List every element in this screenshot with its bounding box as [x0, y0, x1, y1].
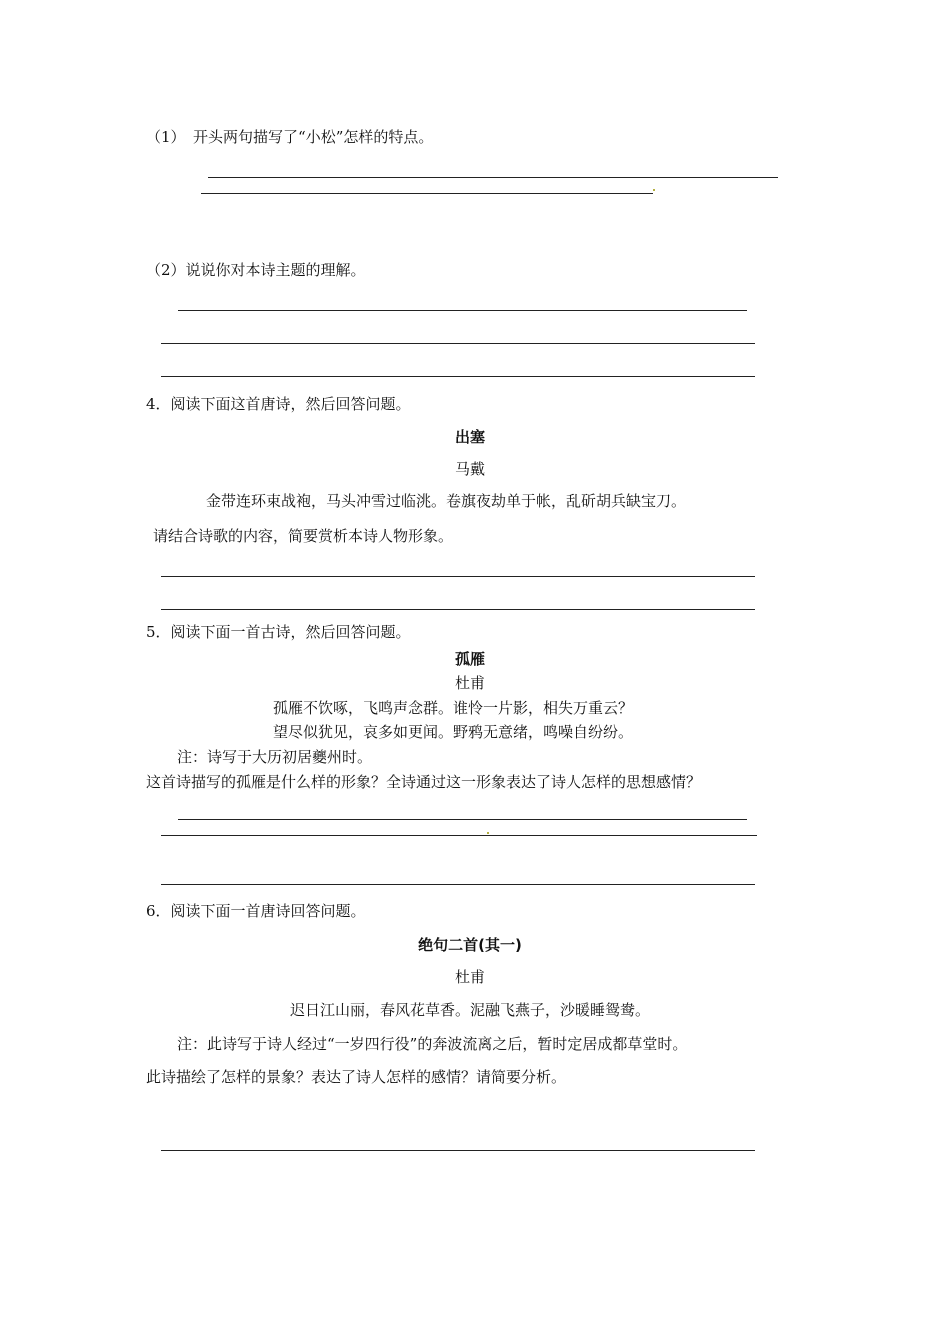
- answer-line: [161, 343, 755, 344]
- answer-line: [161, 884, 755, 885]
- q6-poem-title: 绝句二首(其一): [418, 936, 522, 954]
- answer-line: [161, 835, 757, 836]
- q4-poem-text: 金带连环束战袍，马头冲雪过临洮。卷旗夜劫单于帐，乱斫胡兵缺宝刀。: [206, 492, 687, 510]
- q4-prompt: 4．阅读下面这首唐诗，然后回答问题。: [146, 395, 411, 413]
- q6-prompt: 6．阅读下面一首唐诗回答问题。: [146, 902, 366, 920]
- q5-prompt: 5．阅读下面一首古诗，然后回答问题。: [146, 623, 411, 641]
- q5-question: 这首诗描写的孤雁是什么样的形象？全诗通过这一形象表达了诗人怎样的思想感情？: [146, 773, 702, 791]
- q3-sub1-prompt: （1） 开头两句描写了“小松”怎样的特点。: [146, 128, 434, 146]
- q6-question: 此诗描绘了怎样的景象？表达了诗人怎样的感情？请简要分析。: [146, 1068, 567, 1086]
- answer-line: [208, 177, 778, 178]
- answer-line: [161, 376, 755, 377]
- q5-note: 注：诗写于大历初居夔州时。: [177, 748, 373, 766]
- answer-line: [201, 193, 653, 194]
- stray-mark: [487, 832, 489, 834]
- q6-poem-author: 杜甫: [454, 968, 485, 986]
- answer-line: [178, 310, 747, 311]
- q6-note: 注：此诗写于诗人经过“一岁四行役”的奔波流离之后，暂时定居成都草堂时。: [177, 1035, 688, 1053]
- q4-poem-author: 马戴: [454, 460, 485, 478]
- q3-sub2-prompt: （2）说说你对本诗主题的理解。: [146, 261, 366, 279]
- q5-poem-author: 杜甫: [454, 674, 485, 692]
- answer-line: [178, 819, 747, 820]
- q5-poem-line-1: 孤雁不饮啄，飞鸣声念群。谁怜一片影，相失万重云？: [273, 699, 634, 717]
- q5-poem-line-2: 望尽似犹见，哀多如更闻。野鸦无意绪，鸣噪自纷纷。: [273, 723, 634, 741]
- answer-line: [161, 576, 755, 577]
- q5-poem-title: 孤雁: [454, 650, 485, 668]
- q4-question: 请结合诗歌的内容，简要赏析本诗人物形象。: [153, 527, 454, 545]
- stray-mark: [653, 189, 655, 191]
- answer-line: [161, 1150, 755, 1151]
- answer-line: [161, 609, 755, 610]
- q6-poem-text: 迟日江山丽，春风花草香。泥融飞燕子，沙暖睡鸳鸯。: [289, 1001, 650, 1019]
- q4-poem-title: 出塞: [454, 428, 485, 446]
